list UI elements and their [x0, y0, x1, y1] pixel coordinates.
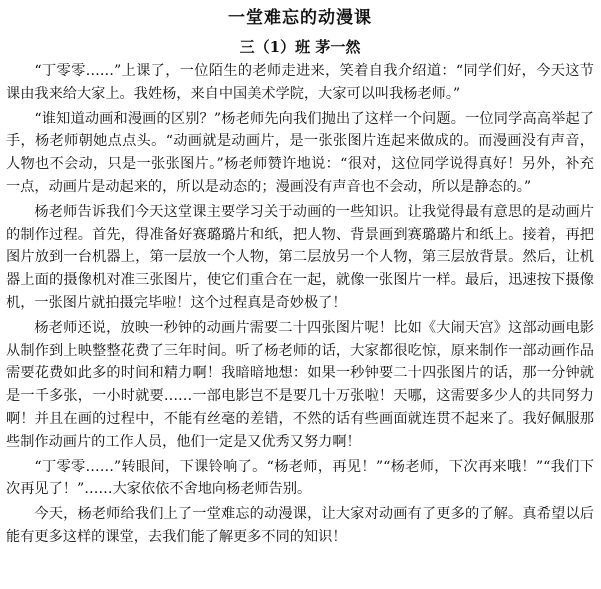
paragraph-6: 今天，杨老师给我们上了一堂难忘的动漫课，让大家对动画有了更多的了解。真希望以后能有更多这样的课堂，去我们能了解更多不同的知识！	[6, 506, 594, 545]
paragraph-1: “丁零零……”上课了，一位陌生的老师走进来，笑着自我介绍道：“同学们好，今天这节课由我来给大家上。我姓杨，来自中国美术学院，大家可以叫我杨老师。”	[6, 63, 594, 102]
paragraph-3: 杨老师告诉我们今天这堂课主要学习关于动画的一些知识。让我觉得最有意思的是动画片的制作过程。首先，得准备好赛璐璐片和纸，把人物、背景画到赛璐璐片和纸上。接着，再把图片放到一台机器上，第一层放一个人物，第二层放另一个人物，第三层放背景。然后，让机器上面的摄像机对准三张图片，使它们重合在一起，就像一张图片一样。最后，迅速按下摄像机，一张图片就拍摄完毕啦！这个过程真是奇妙极了！	[6, 203, 594, 311]
paragraph-4: 杨老师还说，放映一秒钟的动画片需要二十四张图片呢！比如《大闹天宫》这部动画电影从制作到上映整整花费了三年时间。听了杨老师的话，大家都很吃惊，原来制作一部动画作品需要花费如此多的时间和精力啊！我暗暗地想：如果一秒钟要二十四张图片的话，那一分钟就是一千多张，一小时就要……一部电影岂不是要几十万张啦！天哪，这需要多少人的共同努力啊！并且在画的过程中，不能有丝毫的差错，不然的话有些画面就连贯不起来了。我好佩服那些制作动画片的工作人员，他们一定是又优秀又努力啊！	[6, 319, 594, 450]
essay-author: 三（1）班 茅一然	[239, 38, 361, 56]
document-page	[6, 6, 594, 549]
essay-title: 一堂难忘的动漫课	[228, 8, 372, 28]
paragraph-2: “谁知道动画和漫画的区别？”杨老师先向我们抛出了这样一个问题。一位同学高高举起了手，杨老师朝她点点头。“动画就是动画片，是一张张图片连起来做成的。而漫画没有声音，人物也不会动，只是一张张图片。”杨老师赞许地说：“很对，这位同学说得真好！另外，补充一点，动画片是动起来的，所以是动态的；漫画没有声音也不会动，所以是静态的。”	[6, 110, 594, 195]
paragraph-5: “丁零零……”转眼间，下课铃响了。“杨老师，再见！”“杨老师，下次再来哦！”“我们下次再见了！”……大家依依不舍地向杨老师告别。	[6, 458, 594, 498]
